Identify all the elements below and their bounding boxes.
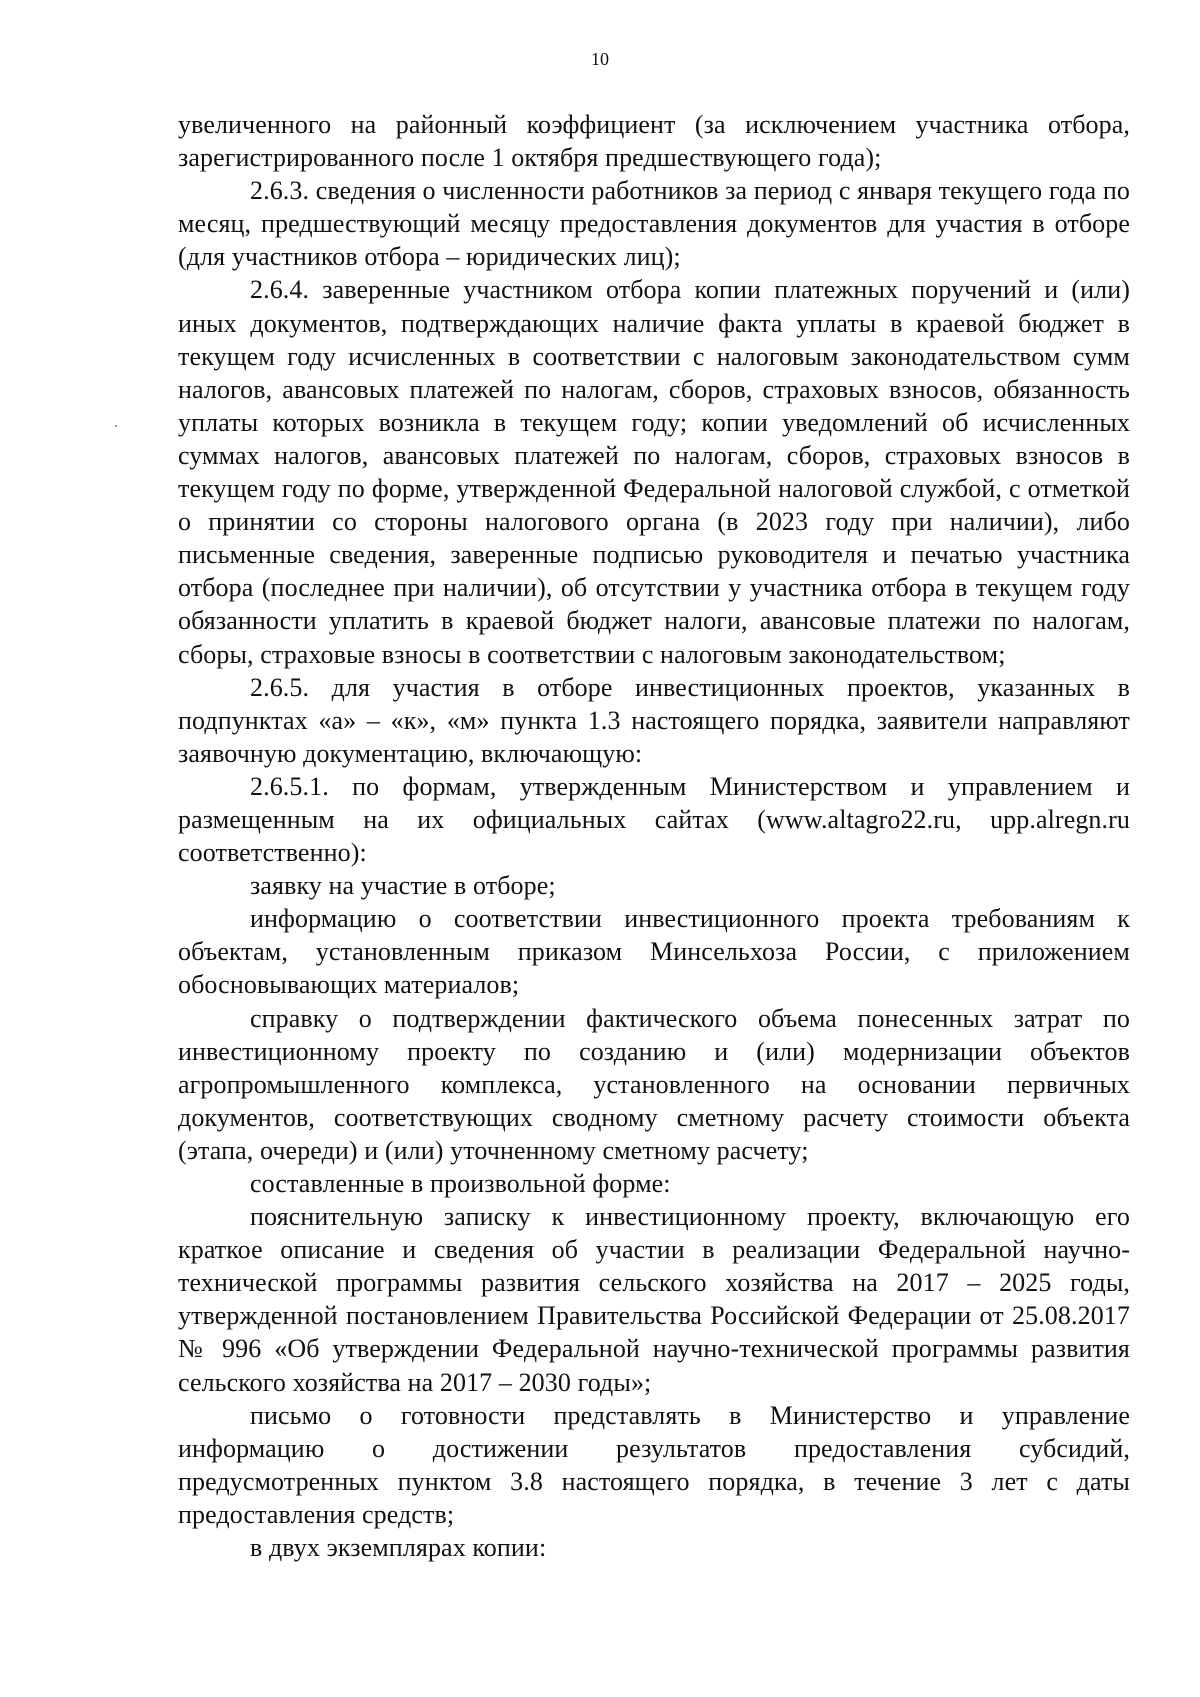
paragraph-2-6-4: 2.6.4. заверенные участником отбора копии платежных поручений и (или) иных документов, подтверждающих наличие факта уплаты в краевой бюджет в текущем году исчисленных в соответствии с налоговым законодательством сумм налогов, авансовых платежей по налогам, сборов, страховых взносов, обязанность уплаты которых возникла в текущем году; копии уведомлений об исчисленных суммах налогов, авансовых платежей по налогам, сборов, страховых взносов в текущем году по форме, утвержденной Федеральной налоговой службой, с отметкой о принятии со стороны налогового органа (в 2023 году при наличии), либо письменные сведения, заверенные подписью руководителя и печатью участника отбора (последнее при наличии), об отсутствии у участника отбора в текущем году обязанности уплатить в краевой бюджет налоги, авансовые платежи по налогам, сборы, страховые взносы в соответствии с налоговым законодательством;	[178, 275, 1130, 669]
list-item-readiness-letter: письмо о готовности представлять в Министерство и управление информацию о достижении результатов предоставления субсидий, предусмотренных пунктом 3.8 настоящего порядка, в течение 3 лет с даты предоставления средств;	[178, 1400, 1130, 1529]
page-number: 10	[591, 49, 609, 69]
paragraph-2-6-5: 2.6.5. для участия в отборе инвестиционных проектов, указанных в подпунктах «а» – «к», «м» пункта 1.3 настоящего порядка, заявители направляют заявочную документацию, включающую:	[178, 672, 1130, 768]
paragraph-2-6-3: 2.6.3. сведения о численности работников за период с января текущего года по месяц, предшествующий месяцу предоставления документов для участия в отборе (для участников отбора – юридических лиц);	[178, 176, 1130, 272]
list-item-compliance-info: информацию о соответствии инвестиционного проекта требованиям к объектам, установленным приказом Минсельхоза России, с приложением обосновывающих материалов;	[178, 904, 1130, 1000]
list-item-free-form-heading: составленные в произвольной форме:	[250, 1169, 671, 1198]
scan-dot	[115, 425, 117, 427]
document-body	[178, 108, 1130, 1564]
list-item-explanatory-note: пояснительную записку к инвестиционному проекту, включающую его краткое описание и сведения об участии в реализации Федеральной научно-технической программы развития сельского хозяйства на 2017 – 2025 годы, утвержденной постановлением Правительства Российской Федерации от 25.08.2017 № 996 «Об утверждении Федеральной научно-технической программы развития сельского хозяйства на 2017 – 2030 годы»;	[178, 1202, 1130, 1397]
paragraph-continuation: увеличенного на районный коэффициент (за исключением участника отбора, зарегистрированного после 1 октября предшествующего года);	[178, 110, 1130, 173]
list-item-copies-heading: в двух экземплярах копии:	[250, 1533, 547, 1563]
list-item-application: заявку на участие в отборе;	[250, 871, 556, 901]
paragraph-2-6-5-1: 2.6.5.1. по формам, утвержденным Министерством и управлением и размещенным на их официальных сайтах (www.altagro22.ru, upp.alregn.ru соответственно):	[178, 771, 1130, 868]
list-item-cost-certificate: справку о подтверждении фактического объема понесенных затрат по инвестиционному проекту по созданию и (или) модернизации объектов агропромышленного комплекса, установленного на основании первичных документов, соответствующих сводному сметному расчету стоимости объекта (этапа, очереди) и (или) уточненному сметному расчету;	[178, 1003, 1130, 1165]
